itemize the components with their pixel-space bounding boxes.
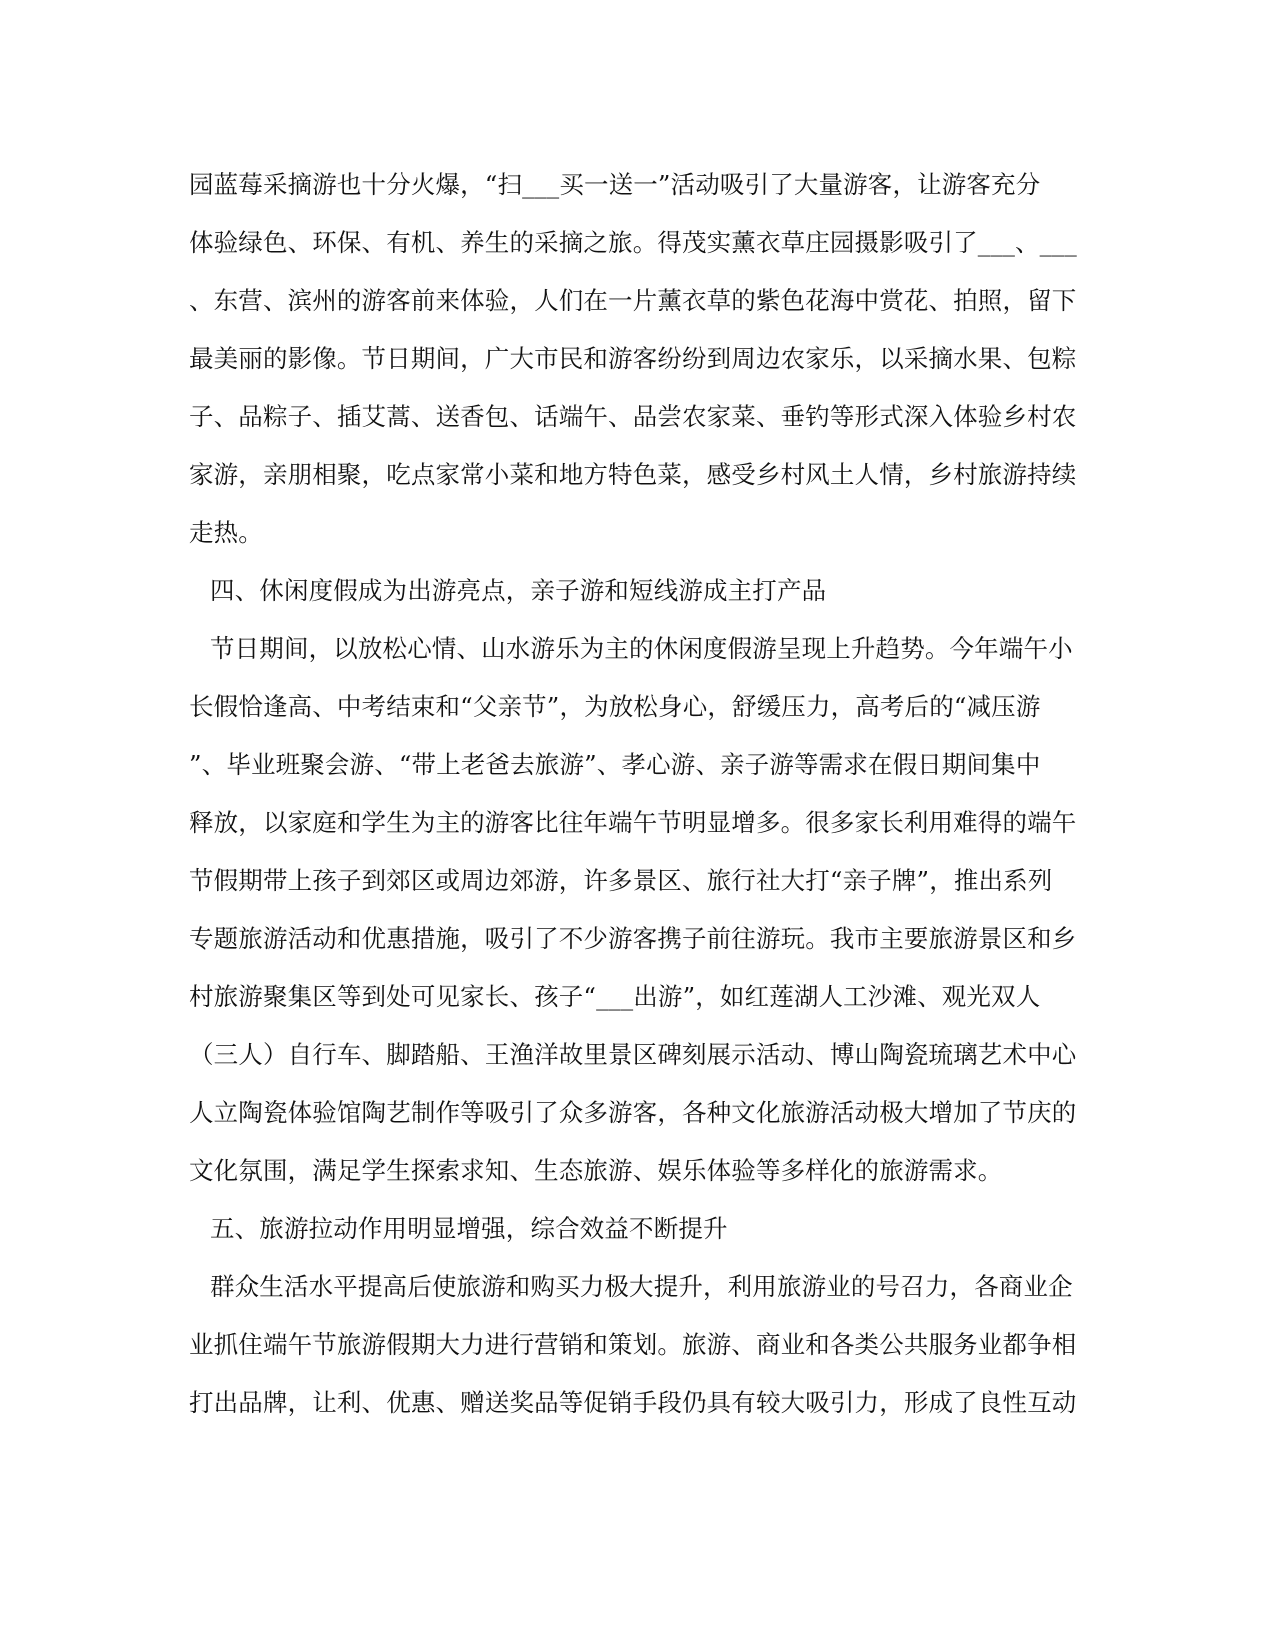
body-text-line: 人立陶瓷体验馆陶艺制作等吸引了众多游客，各种文化旅游活动极大增加了节庆的 xyxy=(189,1098,1077,1127)
body-text-line: 最美丽的影像。节日期间，广大市民和游客纷纷到周边农家乐，以采摘水果、包粽 xyxy=(189,344,1077,373)
section-heading: 四、休闲度假成为出游亮点，亲子游和短线游成主打产品 xyxy=(210,576,827,605)
body-text-line: 走热。 xyxy=(189,518,263,547)
body-text-line: 、东营、滨州的游客前来体验，人们在一片薰衣草的紫色花海中赏花、拍照，留下 xyxy=(189,286,1077,315)
body-text-line: 子、品粽子、插艾蒿、送香包、话端午、品尝农家菜、垂钓等形式深入体验乡村农 xyxy=(189,402,1077,431)
body-text-line: 节日期间，以放松心情、山水游乐为主的休闲度假游呈现上升趋势。今年端午小 xyxy=(210,634,1073,663)
body-text-line: 专题旅游活动和优惠措施，吸引了不少游客携子前往游玩。我市主要旅游景区和乡 xyxy=(189,924,1077,953)
body-text-line: 节假期带上孩子到郊区或周边郊游，许多景区、旅行社大打“亲子牌”，推出系列 xyxy=(189,866,1053,895)
body-text-line: 长假恰逢高、中考结束和“父亲节”，为放松身心，舒缓压力，高考后的“减压游 xyxy=(189,692,1041,721)
body-text-line: 家游，亲朋相聚，吃点家常小菜和地方特色菜，感受乡村风土人情，乡村旅游持续 xyxy=(189,460,1077,489)
body-text-line: 体验绿色、环保、有机、养生的采摘之旅。得茂实薰衣草庄园摄影吸引了___、___ xyxy=(189,228,1077,257)
body-text-line: 业抓住端午节旅游假期大力进行营销和策划。旅游、商业和各类公共服务业都争相 xyxy=(189,1330,1077,1359)
body-text-line: 园蓝莓采摘游也十分火爆，“扫___买一送一”活动吸引了大量游客，让游客充分 xyxy=(189,170,1041,199)
body-text-line: 打出品牌，让利、优惠、赠送奖品等促销手段仍具有较大吸引力，形成了良性互动 xyxy=(189,1388,1077,1417)
body-text-line: 文化氛围，满足学生探索求知、生态旅游、娱乐体验等多样化的旅游需求。 xyxy=(189,1156,1003,1185)
body-text-line: 释放，以家庭和学生为主的游客比往年端午节明显增多。很多家长利用难得的端午 xyxy=(189,808,1077,837)
body-text-line: ”、毕业班聚会游、“带上老爸去旅游”、孝心游、亲子游等需求在假日期间集中 xyxy=(189,750,1041,779)
body-text-line: 群众生活水平提高后使旅游和购买力极大提升，利用旅游业的号召力，各商业企 xyxy=(210,1272,1073,1301)
body-text-line: 村旅游聚集区等到处可见家长、孩子“___出游”，如红莲湖人工沙滩、观光双人 xyxy=(189,982,1041,1011)
body-text-line: （三人）自行车、脚踏船、王渔洋故里景区碑刻展示活动、博山陶瓷琉璃艺术中心 xyxy=(189,1040,1077,1069)
section-heading: 五、旅游拉动作用明显增强，综合效益不断提升 xyxy=(210,1214,728,1243)
